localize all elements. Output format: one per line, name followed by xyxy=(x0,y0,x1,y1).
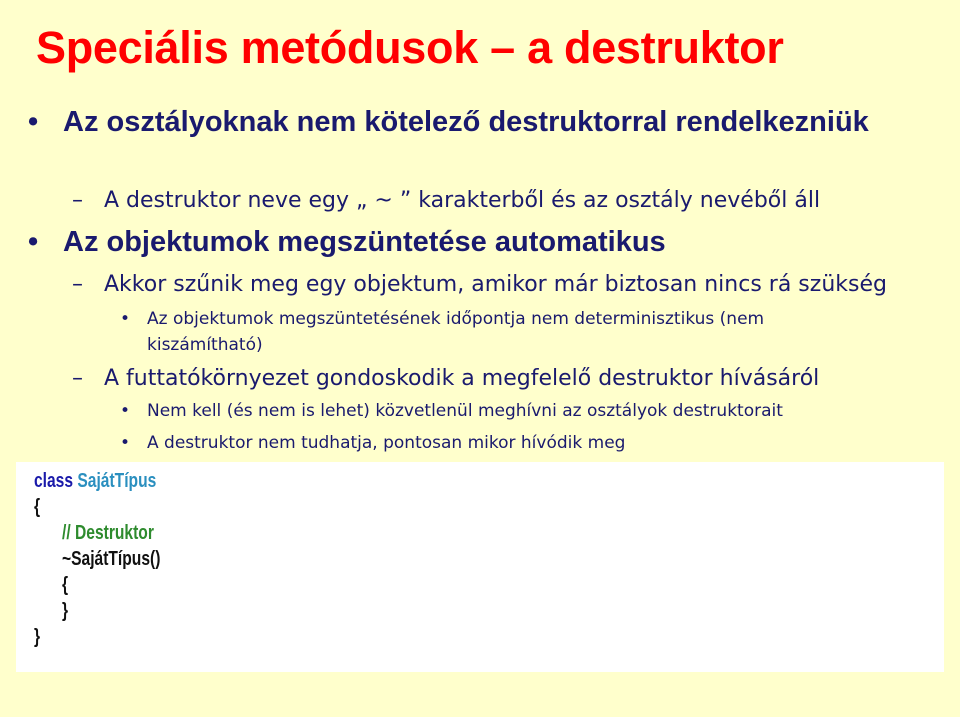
code-line-class xyxy=(34,468,156,494)
bullet-2-text: Az objektumok megszüntetése automatikus xyxy=(63,226,666,258)
bullet-2-sub-1 xyxy=(72,270,887,300)
bullet-2-sub-1-text: Akkor szűnik meg egy objektum, amikor már biztosan nincs rá szükség xyxy=(104,272,887,297)
dash-mark: – xyxy=(72,272,83,297)
bullet-1-sub-1 xyxy=(72,186,820,216)
bullet-2-sub-1-item-1 xyxy=(120,306,840,358)
bullet-1-sub-1-text: A destruktor neve egy „ ~ ” karakterből és az osztály nevéből áll xyxy=(104,188,821,213)
code-close-brace: } xyxy=(34,626,41,648)
bullet-2-sub-2 xyxy=(72,364,819,394)
bullet-2-sub-2-item-2 xyxy=(120,430,920,456)
code-open-brace: { xyxy=(34,496,41,518)
code-keyword: class xyxy=(34,470,74,492)
bullet-dot: • xyxy=(28,106,39,138)
sub-bullet-dot: • xyxy=(120,433,131,453)
code-classname: SajátTípus xyxy=(77,470,157,492)
code-box xyxy=(16,462,944,672)
dash-mark: – xyxy=(72,188,83,213)
code-comment: // Destruktor xyxy=(62,522,154,544)
dash-mark: – xyxy=(72,366,83,391)
bullet-2 xyxy=(28,224,928,260)
sub-bullet-dot: • xyxy=(120,309,131,329)
bullet-2-sub-2-item-1-text: Nem kell (és nem is lehet) közvetlenül meghívni az osztályok destruktorait xyxy=(147,401,783,421)
bullet-1 xyxy=(28,104,928,140)
bullet-dot: • xyxy=(28,226,39,258)
code-destructor: ~SajátTípus() xyxy=(62,548,161,570)
bullet-2-sub-2-text: A futtatókörnyezet gondoskodik a megfelelő destruktor hívásáról xyxy=(104,366,820,391)
bullet-2-sub-2-item-2-text: A destruktor nem tudhatja, pontosan mikor hívódik meg xyxy=(147,433,626,453)
bullet-2-sub-2-item-1 xyxy=(120,398,920,424)
bullet-1-text: Az osztályoknak nem kötelező destruktorral rendelkezniük xyxy=(63,106,869,138)
bullet-2-sub-1-item-1-text: Az objektumok megszüntetésének időpontja nem determinisztikus (nem kiszámítható) xyxy=(147,309,765,355)
code-inner-open-brace: { xyxy=(62,574,69,596)
sub-bullet-dot: • xyxy=(120,401,131,421)
slide-title: Speciális metódusok – a destruktor xyxy=(36,22,784,73)
code-inner-close-brace: } xyxy=(62,600,69,622)
